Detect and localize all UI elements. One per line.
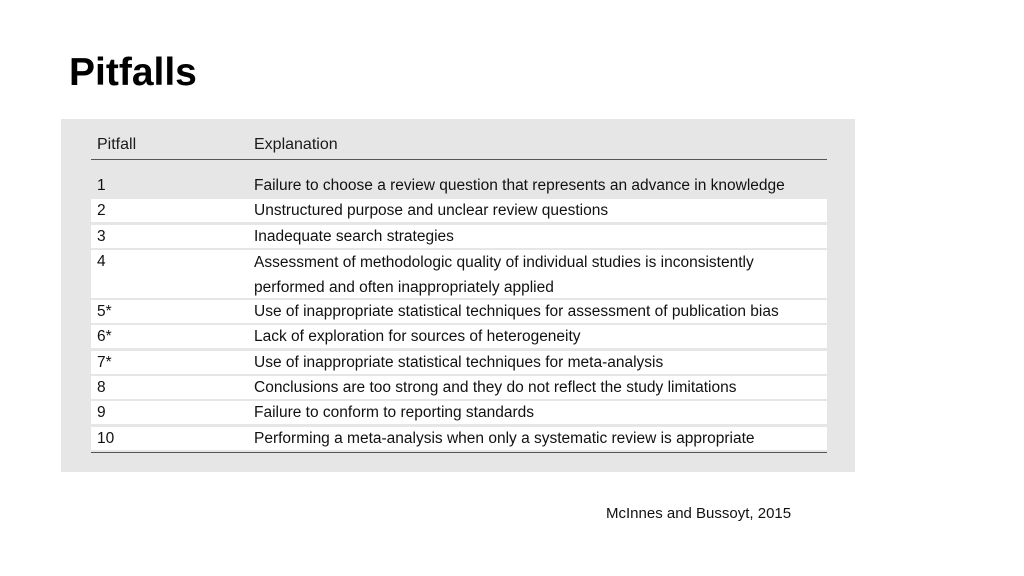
pitfall-number: 9 [97, 404, 106, 422]
pitfall-number: 1 [97, 177, 106, 194]
table-row [91, 351, 827, 374]
pitfall-explanation: Lack of exploration for sources of heterogeneity [254, 328, 581, 346]
table-row [91, 401, 827, 424]
pitfall-explanation: Performing a meta-analysis when only a systematic review is appropriate [254, 429, 755, 447]
pitfall-explanation: Conclusions are too strong and they do not reflect the study limitations [254, 379, 737, 397]
table-row [91, 174, 827, 197]
pitfalls-table [91, 131, 827, 453]
table-body [91, 174, 827, 450]
pitfall-explanation: Failure to choose a review question that represents an advance in knowledge [254, 177, 785, 194]
table-bottom-rule [91, 452, 827, 453]
pitfall-number: 4 [97, 252, 106, 270]
pitfall-explanation: Inadequate search strategies [254, 227, 454, 245]
slide-title: Pitfalls [69, 51, 197, 94]
header-pitfall: Pitfall [97, 136, 137, 153]
table-row [91, 325, 827, 348]
table-row [91, 427, 827, 450]
pitfall-explanation: Unstructured purpose and unclear review questions [254, 202, 609, 220]
pitfall-number: 8 [97, 379, 106, 397]
pitfall-number: 5* [97, 303, 112, 321]
table-row [91, 376, 827, 399]
pitfall-number: 6* [97, 328, 112, 346]
pitfall-number: 2 [97, 202, 106, 220]
table-row [91, 300, 827, 323]
table-row [91, 250, 827, 298]
table-row [91, 199, 827, 222]
pitfall-explanation: Use of inappropriate statistical techniques for meta-analysis [254, 353, 664, 371]
pitfall-explanation: Failure to conform to reporting standards [254, 404, 534, 422]
table-header [91, 131, 827, 160]
header-explanation: Explanation [254, 136, 338, 153]
pitfalls-table-image [61, 119, 855, 472]
pitfall-number: 3 [97, 227, 106, 245]
pitfall-explanation: Assessment of methodologic quality of individual studies is inconsistently performed and often inappropriately applied [254, 253, 754, 296]
table-row [91, 225, 827, 248]
citation: McInnes and Bussoyt, 2015 [606, 505, 792, 522]
pitfall-explanation: Use of inappropriate statistical techniques for assessment of publication bias [254, 303, 779, 321]
pitfall-number: 7* [97, 353, 112, 371]
pitfall-number: 10 [97, 429, 115, 447]
